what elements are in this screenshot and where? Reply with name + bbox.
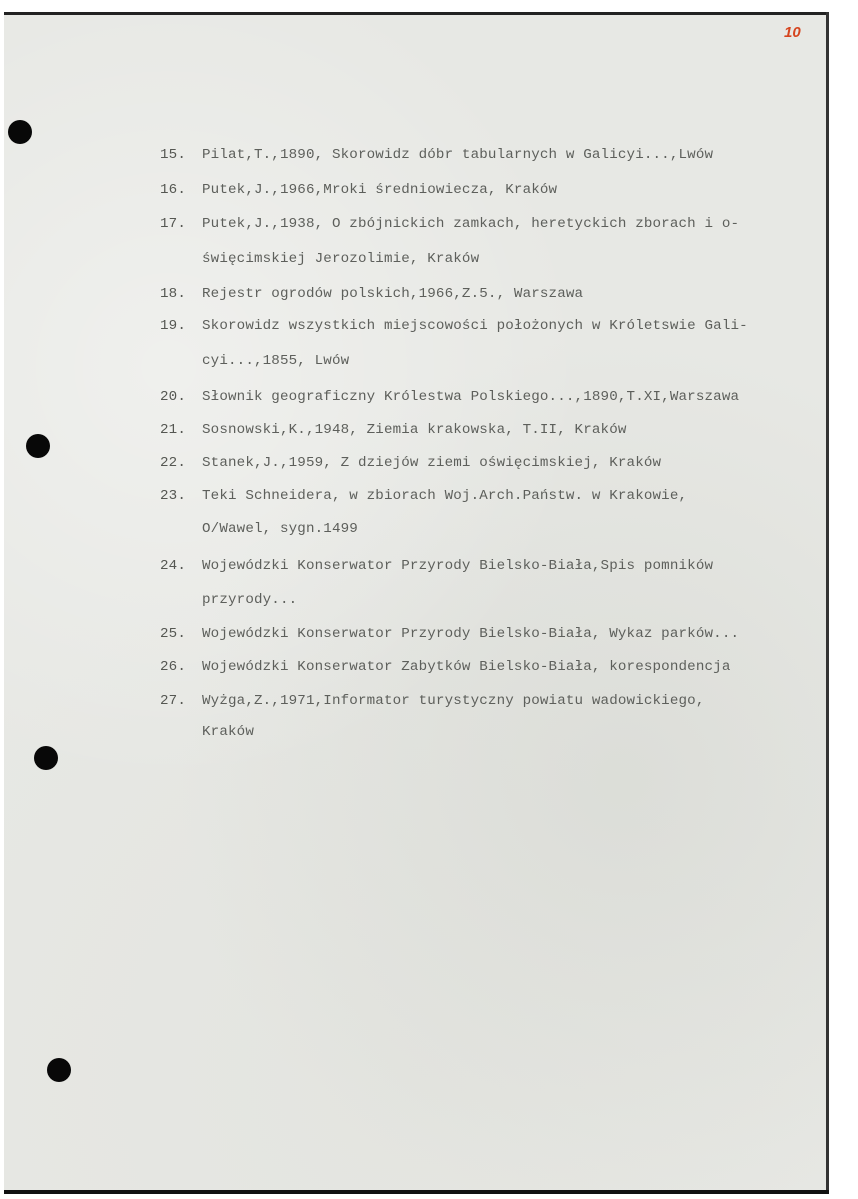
reference-text-continued: O/Wawel, sygn.1499 [202, 521, 358, 537]
reference-text: Wojewódzki Konserwator Przyrody Bielsko-Biała, Wykaz parków... [202, 626, 740, 642]
reference-text: Putek,J.,1966,Mroki średniowiecza, Kraków [202, 182, 558, 198]
reference-text: Wyżga,Z.,1971,Informator turystyczny powiatu wadowickiego, [202, 693, 705, 709]
reference-number: 21. [160, 422, 186, 438]
reference-text: Teki Schneidera, w zbiorach Woj.Arch.Państw. w Krakowie, [202, 488, 688, 504]
reference-number: 27. [160, 693, 186, 709]
reference-text-continued: cyi...,1855, Lwów [202, 353, 350, 369]
reference-number: 16. [160, 182, 186, 198]
reference-number: 15. [160, 147, 186, 163]
reference-number: 23. [160, 488, 186, 504]
reference-number: 25. [160, 626, 186, 642]
reference-number: 26. [160, 659, 186, 675]
reference-text: Wojewódzki Konserwator Przyrody Bielsko-Biała,Spis pomników [202, 558, 714, 574]
reference-number: 22. [160, 455, 186, 471]
reference-number: 18. [160, 286, 186, 302]
reference-text-continued: przyrody... [202, 592, 298, 608]
reference-text: Rejestr ogrodów polskich,1966,Z.5., Warszawa [202, 286, 584, 302]
reference-number: 24. [160, 558, 186, 574]
reference-number: 19. [160, 318, 186, 334]
reference-text: Skorowidz wszystkich miejscowości położonych w Króletswie Gali- [202, 318, 748, 334]
reference-text: Putek,J.,1938, O zbójnickich zamkach, heretyckich zborach i o- [202, 216, 740, 232]
reference-number: 17. [160, 216, 186, 232]
reference-text-continued: Kraków [202, 724, 254, 740]
reference-text: Słownik geograficzny Królestwa Polskiego...,1890,T.XI,Warszawa [202, 389, 740, 405]
reference-number: 20. [160, 389, 186, 405]
reference-text: Pilat,T.,1890, Skorowidz dóbr tabularnych w Galicyi...,Lwów [202, 147, 714, 163]
reference-text: Wojewódzki Konserwator Zabytków Bielsko-Biała, korespondencja [202, 659, 731, 675]
reference-text: Sosnowski,K.,1948, Ziemia krakowska, T.II, Kraków [202, 422, 627, 438]
reference-text-continued: święcimskiej Jerozolimie, Kraków [202, 251, 480, 267]
reference-text: Stanek,J.,1959, Z dziejów ziemi oświęcimskiej, Kraków [202, 455, 662, 471]
page-number: 10 [784, 24, 801, 41]
